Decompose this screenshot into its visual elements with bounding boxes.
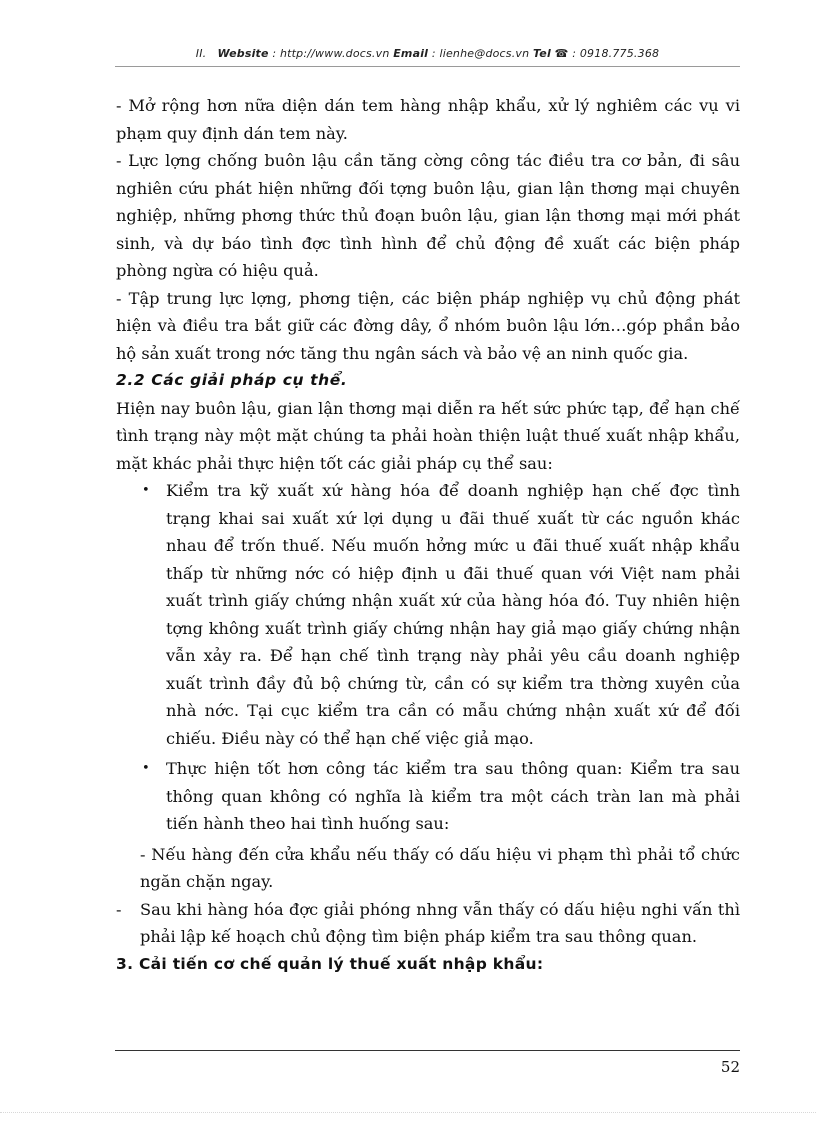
paragraph-intro: Hiện nay buôn lậu, gian lận thơng mại diễn ra hết sức phức tạp, để hạn chế tình trạng này một mặt chúng ta phải hoàn thiện luật thuế xuất nhập khẩu, mặt khác phải thực hiện tốt các giải pháp cụ thể sau: xyxy=(116,398,740,473)
tel-label: Tel xyxy=(533,47,551,60)
list-item-text: Kiểm tra kỹ xuất xứ hàng hóa để doanh nghiệp hạn chế đợc tình trạng khai sai xuất xứ lợi dụng u đãi thuế xuất từ các nguồn khác nhau để trốn thuế. Nếu muốn hởng mức u đãi thuế xuất nhập khẩu thấp từ những nớc có hiệp định u đãi thuế quan với Việt nam phải xuất trình giấy chứng nhận xuất xứ của hàng hóa đó. Tuy nhiên hiện tợng không xuất trình giấy chứng nhận hay giả mạo giấy chứng nhận vẫn xảy ra. Để hạn chế tình trạng này phải yêu cầu doanh nghiệp xuất trình đầy đủ bộ chứng từ, cần có sự kiểm tra thờng xuyên của nhà nớc. Tại cục kiểm tra cần có mẫu chứng nhận xuất xứ để đối chiếu. Điều này có thể hạn chế việc giả mạo. xyxy=(166,481,740,748)
header-prefix: II. xyxy=(195,47,207,60)
page-edge-dotted-line xyxy=(0,1112,816,1113)
list-item xyxy=(116,755,740,838)
bullet-icon: • xyxy=(142,761,150,776)
sub-item-border-prevention: - Nếu hàng đến cửa khẩu nếu thấy có dấu hiệu vi phạm thì phải tổ chức ngăn chặn ngay. xyxy=(140,844,740,891)
section-heading-3: 3. Cải tiến cơ chế quản lý thuế xuất nhập khẩu: xyxy=(116,954,544,973)
list-item-text: Thực hiện tốt hơn công tác kiểm tra sau thông quan: Kiểm tra sau thông quan không có nghĩa là kiểm tra một cách tràn lan mà phải tiến hành theo hai tình huống sau: xyxy=(166,759,740,833)
dash-marker: - xyxy=(116,899,122,919)
solution-list xyxy=(116,477,740,838)
list-item xyxy=(116,477,740,752)
sub-item-text: Sau khi hàng hóa đợc giải phóng nhng vẫn thấy có dấu hiệu nghi vấn thì phải lập kế hoạch chủ động tìm biện pháp kiểm tra sau thông quan. xyxy=(140,899,740,946)
page-header xyxy=(115,47,740,60)
header-rule xyxy=(115,66,740,67)
paragraph-concentrate-forces: - Tập trung lực lợng, phơng tiện, các biện pháp nghiệp vụ chủ động phát hiện và điều tra bắt giữ các đờng dây, ổ nhóm buôn lậu lớn…góp phần bảo hộ sản xuất trong nớc tăng thu ngân sách và bảo vệ an ninh quốc gia. xyxy=(116,288,740,363)
section-heading-2-2: 2.2 Các giải pháp cụ thể. xyxy=(116,371,348,389)
phone-icon: ☎ xyxy=(554,47,569,60)
paragraph-stamp-measures: - Mở rộng hơn nữa diện dán tem hàng nhập khẩu, xử lý nghiêm các vụ vi phạm quy định dán tem này. xyxy=(116,96,740,143)
email-value: : lienhe@docs.vn xyxy=(428,47,534,60)
website-value: : http://www.docs.vn xyxy=(268,47,394,60)
sub-item-post-clearance xyxy=(116,896,740,951)
bullet-icon: • xyxy=(142,483,150,498)
page-number: 52 xyxy=(720,1058,740,1076)
paragraph-investigation: - Lực lợng chống buôn lậu cần tăng cờng công tác điều tra cơ bản, đi sâu nghiên cứu phát hiện những đối tợng buôn lậu, gian lận thơng mại chuyên nghiệp, những phơng thức thủ đoạn buôn lậu, gian lận thơng mại mới phát sinh, và dự báo tình đợc tình hình để chủ động đề xuất các biện pháp phòng ngừa có hiệu quả. xyxy=(116,151,740,280)
website-label: Website xyxy=(217,47,269,60)
footer-rule xyxy=(115,1050,740,1051)
email-label: Email xyxy=(393,47,429,60)
document-body xyxy=(116,92,740,978)
tel-value: : 0918.775.368 xyxy=(568,47,660,60)
